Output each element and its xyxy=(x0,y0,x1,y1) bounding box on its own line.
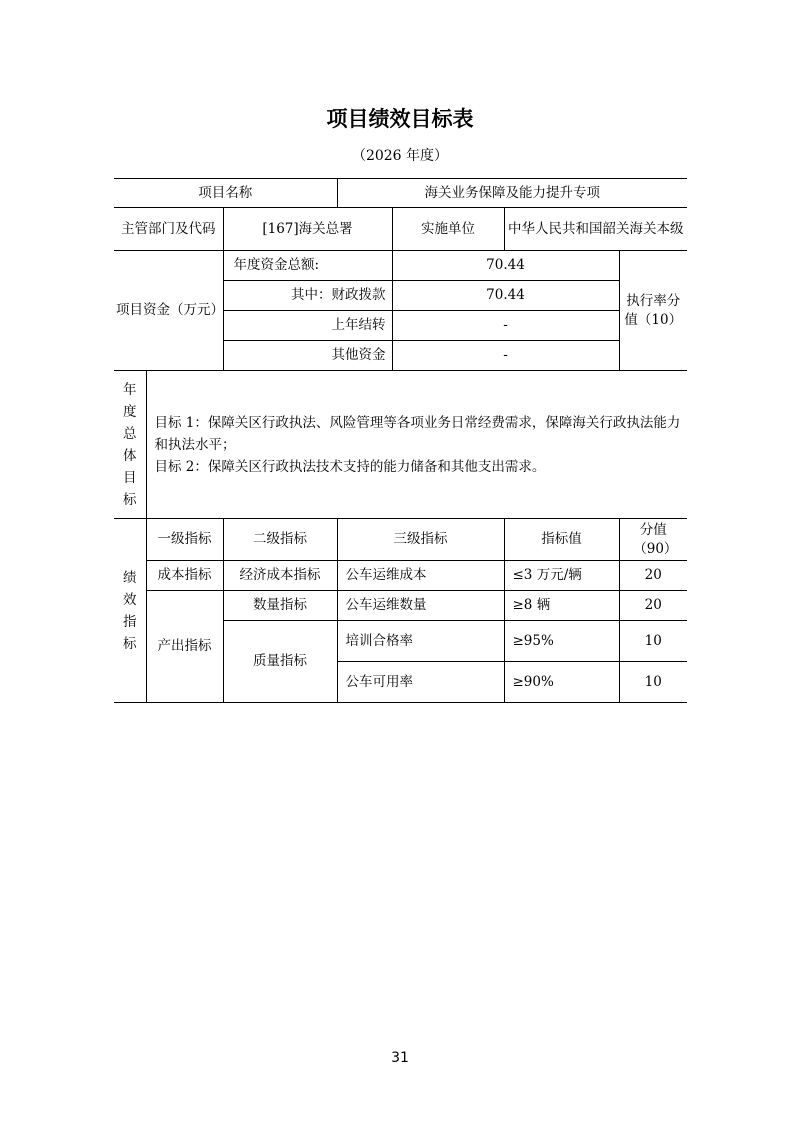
row4-level3: 公车可用率 xyxy=(337,662,504,703)
row3-value: ≥95% xyxy=(504,621,619,662)
dept-value: [167]海关总署 xyxy=(223,208,392,251)
performance-goal-table xyxy=(114,178,687,703)
project-name-label: 项目名称 xyxy=(114,179,337,208)
row2-level3: 公车运维数量 xyxy=(337,591,504,621)
unit-label: 实施单位 xyxy=(392,208,504,251)
funds-carryover-value: - xyxy=(392,311,619,341)
annual-goal-label: 年度总体目标 xyxy=(114,371,146,519)
row2-score: 20 xyxy=(619,591,687,621)
row3-score: 10 xyxy=(619,621,687,662)
dept-label: 主管部门及代码 xyxy=(114,208,223,251)
table-row xyxy=(114,561,687,591)
row1-score: 20 xyxy=(619,561,687,591)
row4-score: 10 xyxy=(619,662,687,703)
header-score: 分值（90） xyxy=(619,519,687,561)
goal-line-1: 目标 1：保障关区行政执法、风险管理等各项业务日常经费需求，保障海关行政执法能力和执法水平； xyxy=(154,414,681,453)
table-row xyxy=(114,591,687,621)
funds-finance-label: 其中：财政拨款 xyxy=(223,281,392,311)
row2-level2: 数量指标 xyxy=(223,591,337,621)
funds-label: 项目资金（万元） xyxy=(114,251,223,371)
unit-value: 中华人民共和国韶关海关本级 xyxy=(504,208,687,251)
page-number: 31 xyxy=(391,1050,409,1066)
goal-line-2: 目标 2：保障关区行政执法技术支持的能力储备和其他支出需求。 xyxy=(154,458,546,475)
row1-value: ≤3 万元/辆 xyxy=(504,561,619,591)
funds-carryover-label: 上年结转 xyxy=(223,311,392,341)
header-value: 指标值 xyxy=(504,519,619,561)
indicators-label: 绩效指标 xyxy=(114,519,146,703)
funds-other-label: 其他资金 xyxy=(223,341,392,371)
row2-level1: 产出指标 xyxy=(146,591,223,703)
funds-other-value: - xyxy=(392,341,619,371)
exec-rate-label: 执行率分值（10） xyxy=(619,251,687,371)
header-level3: 三级指标 xyxy=(337,519,504,561)
funds-finance-value: 70.44 xyxy=(392,281,619,311)
row1-level1: 成本指标 xyxy=(146,561,223,591)
page-subtitle: （2026 年度） xyxy=(351,148,449,164)
row2-value: ≥8 辆 xyxy=(504,591,619,621)
header-level2: 二级指标 xyxy=(223,519,337,561)
row4-value: ≥90% xyxy=(504,662,619,703)
row1-level2: 经济成本指标 xyxy=(223,561,337,591)
header-level1: 一级指标 xyxy=(146,519,223,561)
annual-goal-content xyxy=(146,371,687,519)
row1-level3: 公车运维成本 xyxy=(337,561,504,591)
project-name-value: 海关业务保障及能力提升专项 xyxy=(337,179,687,208)
funds-total-label: 年度资金总额: xyxy=(223,251,392,281)
row3-level3: 培训合格率 xyxy=(337,621,504,662)
page-title: 项目绩效目标表 xyxy=(326,107,474,131)
row3-level2: 质量指标 xyxy=(223,621,337,703)
funds-total-value: 70.44 xyxy=(392,251,619,281)
